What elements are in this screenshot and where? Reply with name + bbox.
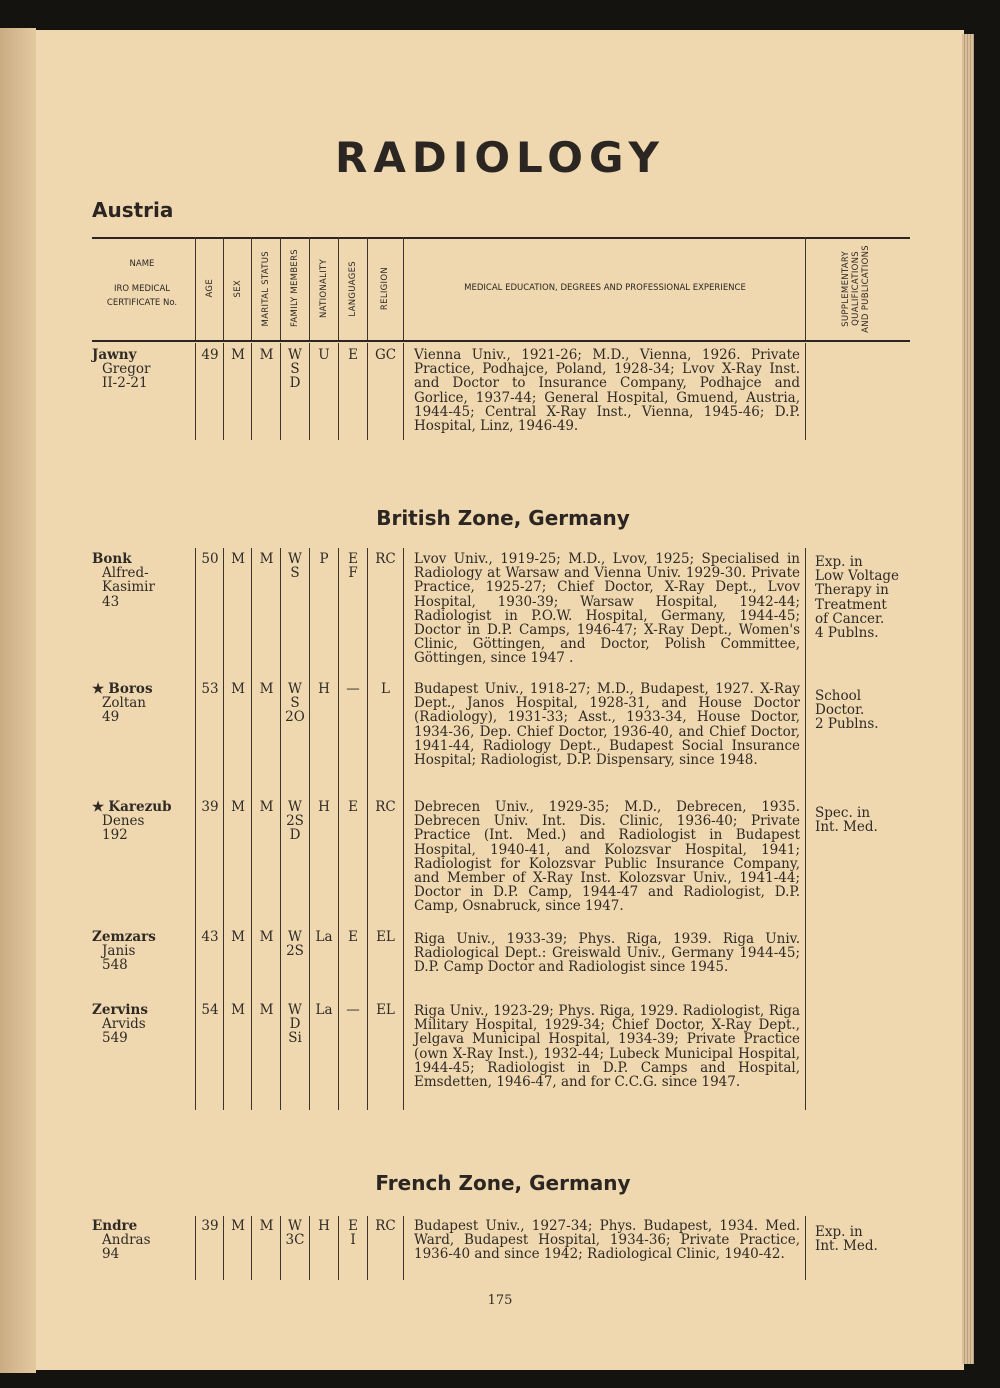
- supplementary-text: Spec. in Int. Med.: [815, 805, 878, 836]
- marital-value: M: [259, 681, 274, 697]
- education-text: Budapest Univ., 1927-34; Phys. Budapest, 1934. Med. Ward, Budapest Hospital, 1934-36; Private Practice, 1936-40 and since 1942; Radiological Clinic, 1940-42.: [414, 1218, 800, 1263]
- nationality-value: U: [318, 347, 330, 363]
- nationality-value: H: [318, 1218, 330, 1234]
- person-name: Zervins Arvids 549: [92, 1002, 148, 1047]
- header-bottom-rule: [92, 340, 910, 342]
- age-value: 49: [201, 347, 219, 363]
- col-rule: [195, 237, 196, 340]
- col-rule: [251, 343, 252, 440]
- col-rule: [223, 548, 224, 1110]
- supplementary-text: Exp. in Int. Med.: [815, 1224, 878, 1255]
- family-value: W S: [288, 551, 302, 582]
- marital-value: M: [259, 347, 274, 363]
- col-rule: [367, 548, 368, 1110]
- col-rule: [280, 237, 281, 340]
- religion-value: RC: [375, 551, 396, 567]
- age-value: 39: [201, 1218, 219, 1234]
- person-name: Jawny Gregor II-2-21: [92, 347, 151, 392]
- supplementary-text: School Doctor. 2 Publns.: [815, 688, 879, 733]
- religion-value: EL: [376, 1002, 395, 1018]
- family-value: W 2S D: [286, 799, 304, 844]
- sex-value: M: [231, 681, 245, 697]
- page-edges: [962, 34, 974, 1364]
- col-rule: [403, 548, 404, 1110]
- family-value: W 2S: [286, 929, 304, 960]
- person-name: Bonk Alfred- Kasimir 43: [92, 551, 155, 610]
- age-value: 50: [201, 551, 219, 567]
- age-value: 43: [201, 929, 219, 945]
- languages-value: E: [348, 929, 358, 945]
- nationality-value: H: [318, 799, 330, 815]
- header-name: NAME: [129, 259, 155, 269]
- col-rule: [367, 237, 368, 340]
- languages-value: E I: [348, 1218, 358, 1249]
- education-text: Budapest Univ., 1918-27; M.D., Budapest, 1927. X-Ray Dept., Janos Hospital, 1928-31, and House Doctor (Radiology), 1931-33; Asst., 1933-34, House Doctor, 1934-36, Dep. Chief Doctor, 1936-40, and Chief Doctor, 1941-44, Radiology Dept., Budapest Social Insurance Hospital; Radiologist, D.P. Dispensary, since 1948.: [414, 681, 800, 769]
- age-value: 39: [201, 799, 219, 815]
- sex-value: M: [231, 1002, 245, 1018]
- languages-value: E: [348, 799, 358, 815]
- education-text: Vienna Univ., 1921-26; M.D., Vienna, 1926. Private Practice, Podhajce, Poland, 1928-34; Lvov X-Ray Inst. and Doctor to Insurance Company, Podhajce and Gorlice, 1937-44; General Hospital, Gmuend, Austria, 1944-45; Central X-Ray Inst., Vienna, 1945-46; D.P. Hospital, Linz, 1946-49.: [414, 347, 800, 435]
- header-marital: MARITAL STATUS: [261, 250, 271, 327]
- col-rule: [805, 1216, 806, 1280]
- family-value: W D Si: [288, 1002, 302, 1047]
- header-nationality: NATIONALITY: [319, 258, 329, 318]
- sex-value: M: [231, 347, 245, 363]
- col-rule: [403, 343, 404, 440]
- nationality-value: P: [319, 551, 329, 567]
- col-rule: [338, 548, 339, 1110]
- col-rule: [805, 237, 806, 340]
- family-value: W S 2O: [285, 681, 305, 726]
- religion-value: GC: [374, 347, 397, 363]
- person-name: ★ Karezub Denes 192: [92, 799, 172, 844]
- languages-value: —: [346, 1002, 360, 1018]
- page-title: RADIOLOGY: [335, 133, 665, 182]
- education-text: Riga Univ., 1933-39; Phys. Riga, 1939. Riga Univ. Radiological Dept.: Greiswald Univ., Germany 1944-45; D.P. Camp Doctor and Radiologist since 1945.: [414, 931, 800, 976]
- marital-value: M: [259, 929, 274, 945]
- col-rule: [251, 237, 252, 340]
- header-languages: LANGUAGES: [347, 260, 358, 317]
- sex-value: M: [231, 929, 245, 945]
- header-age: AGE: [205, 279, 215, 298]
- age-value: 54: [201, 1002, 219, 1018]
- col-rule: [195, 343, 196, 440]
- education-text: Lvov Univ., 1919-25; M.D., Lvov, 1925; Specialised in Radiology at Warsaw and Vienna Univ. 1929-30. Private Practice, 1925-27; Chief Doctor, X-Ray Dept., Lvov Hospital, 1930-39; Warsaw Hospital, 1942-44; Radiologist in P.O.W. Hospital, Germany, 1944-45; Doctor in D.P. Camps, 1946-47; X-Ray Dept., Women's Clinic, Göttingen, and Doctor, Polish Committee, Göttingen, since 1947 .: [414, 551, 800, 667]
- marital-value: M: [259, 551, 274, 567]
- header-sex: SEX: [233, 279, 243, 298]
- region-heading-austria: Austria: [92, 198, 174, 222]
- header-education: MEDICAL EDUCATION, DEGREES AND PROFESSIONAL EXPERIENCE: [464, 283, 746, 293]
- header-cert: CERTIFICATE No.: [106, 298, 178, 308]
- languages-value: E F: [348, 551, 358, 582]
- marital-value: M: [259, 1218, 274, 1234]
- languages-value: —: [346, 681, 360, 697]
- person-name: Endre Andras 94: [92, 1218, 151, 1263]
- region-heading-british-zone: British Zone, Germany: [376, 506, 630, 530]
- education-text: Riga Univ., 1923-29; Phys. Riga, 1929. Radiologist, Riga Military Hospital, 1929-34; Chief Doctor, X-Ray Dept., Jelgava Municipal Hospital, 1934-39; Private Practice (own X-Ray Inst.), 1932-44; Lubeck Municipal Hospital, 1944-45; Radiologist in D.P. Camps and Hospital, Emsdetten, 1946-47, and for C.C.G. since 1947.: [414, 1003, 800, 1091]
- col-rule: [805, 548, 806, 1110]
- col-rule: [223, 1216, 224, 1280]
- religion-value: EL: [376, 929, 395, 945]
- person-name: ★ Boros Zoltan 49: [92, 681, 153, 726]
- col-rule: [223, 237, 224, 340]
- region-heading-french-zone: French Zone, Germany: [375, 1171, 631, 1195]
- religion-value: RC: [375, 799, 396, 815]
- col-rule: [195, 548, 196, 1110]
- col-rule: [338, 237, 339, 340]
- col-rule: [805, 343, 806, 440]
- col-rule: [309, 237, 310, 340]
- person-name: Zemzars Janis 548: [92, 929, 156, 974]
- age-value: 53: [201, 681, 219, 697]
- col-rule: [251, 1216, 252, 1280]
- marital-value: M: [259, 799, 274, 815]
- marital-value: M: [259, 1002, 274, 1018]
- nationality-value: H: [318, 681, 330, 697]
- languages-value: E: [348, 347, 358, 363]
- sex-value: M: [231, 799, 245, 815]
- education-text: Debrecen Univ., 1929-35; M.D., Debrecen, 1935. Debrecen Univ. Int. Dis. Clinic, 1936-40; Private Practice (Int. Med.) and Radiologist in Budapest Hospital, 1940-41, and Kolozsvar Hospital, 1941; Radiologist for Kolozsvar Public Insurance Company, and Member of X-Ray Inst. Kolozsvar Univ., 1941-44; Doctor in D.P. Camp, 1944-47 and Radiologist, D.P. Camp, Osnabruck, since 1947.: [414, 799, 800, 915]
- nationality-value: La: [315, 1002, 333, 1018]
- col-rule: [251, 548, 252, 1110]
- sex-value: M: [231, 1218, 245, 1234]
- col-rule: [403, 237, 404, 340]
- header-family: FAMILY MEMBERS: [290, 249, 300, 328]
- col-rule: [223, 343, 224, 440]
- supplementary-text: Exp. in Low Voltage Therapy in Treatment of Cancer. 4 Publns.: [815, 554, 899, 642]
- col-rule: [403, 1216, 404, 1280]
- header-religion: RELIGION: [380, 266, 390, 311]
- col-rule: [195, 1216, 196, 1280]
- header-supplementary: SUPPLEMENTARY QUALIFICATIONS AND PUBLICATIONS: [841, 244, 871, 333]
- religion-value: L: [381, 681, 390, 697]
- religion-value: RC: [375, 1218, 396, 1234]
- family-value: W 3C: [285, 1218, 305, 1249]
- nationality-value: La: [315, 929, 333, 945]
- sex-value: M: [231, 551, 245, 567]
- page-number: 175: [487, 1293, 513, 1308]
- col-rule: [309, 548, 310, 1110]
- header-iro: IRO MEDICAL: [113, 284, 171, 294]
- family-value: W S D: [288, 347, 302, 392]
